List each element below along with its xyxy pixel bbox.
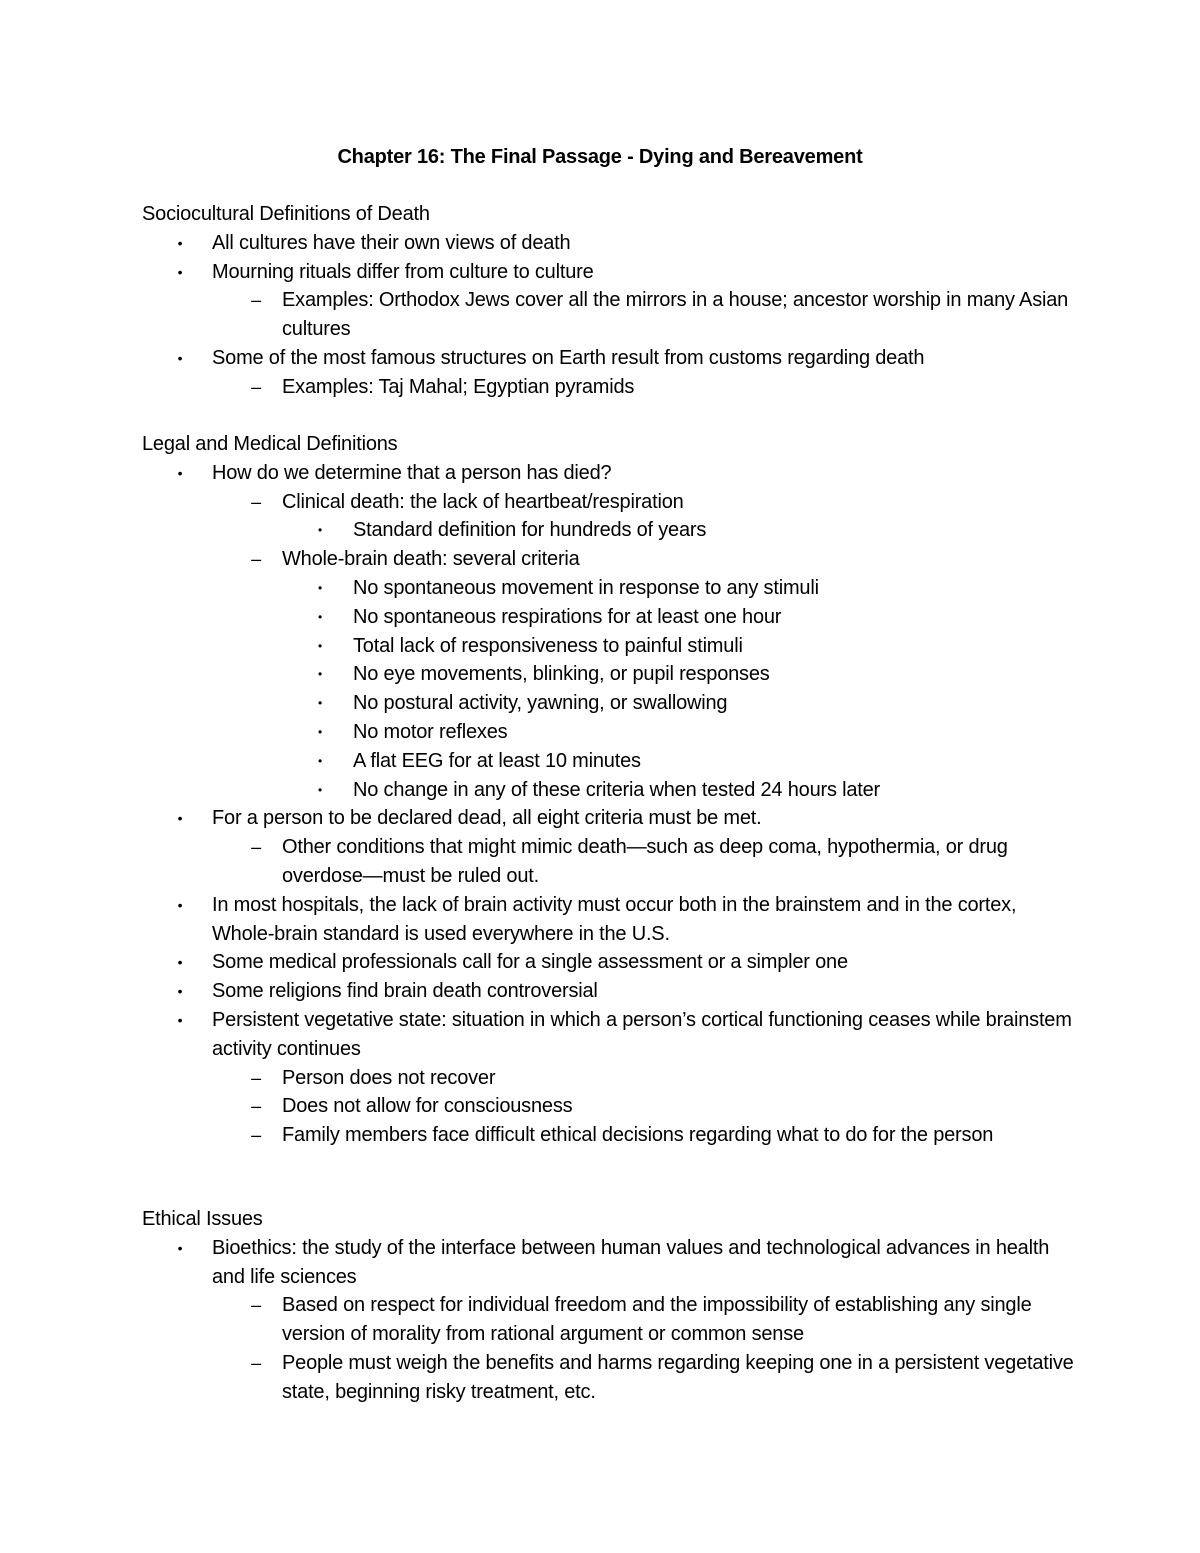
list-item-text: In most hospitals, the lack of brain activity must occur both in the brainstem and in the cortex, Whole-brain standard is used everywhere in the U.S.: [212, 893, 1017, 945]
list-item: [142, 516, 1082, 545]
bullet-marker: •: [177, 1239, 183, 1256]
list-item: [142, 689, 1082, 718]
bullet-marker: •: [317, 523, 322, 538]
list-item: [142, 373, 1082, 402]
list-item-text: Some of the most famous structures on Earth result from customs regarding death: [212, 346, 925, 369]
list-item: [142, 459, 1082, 488]
bullet-marker: •: [317, 667, 322, 682]
list-item: [142, 718, 1082, 747]
list-item: [142, 776, 1082, 805]
list-item: [142, 747, 1082, 776]
list-item: [142, 1349, 1082, 1407]
list-item-text: No spontaneous respirations for at least one hour: [353, 605, 782, 628]
section-heading: Sociocultural Definitions of Death: [142, 203, 430, 225]
list-item-text: No eye movements, blinking, or pupil responses: [353, 663, 770, 686]
list-item-text: Mourning rituals differ from culture to culture: [212, 260, 594, 283]
list-item-text: Some religions find brain death controversial: [212, 980, 598, 1003]
list-item-text: Does not allow for consciousness: [282, 1095, 573, 1118]
dash-marker: –: [251, 491, 261, 512]
list-item-text: No change in any of these criteria when tested 24 hours later: [353, 778, 881, 801]
bullet-marker: •: [177, 896, 183, 913]
bullet-marker: •: [177, 263, 183, 280]
list-item-text: Examples: Orthodox Jews cover all the mirrors in a house; ancestor worship in many Asian cultures: [282, 289, 1069, 341]
list-item: [142, 977, 1082, 1006]
list-item: [142, 229, 1082, 258]
section-heading: Legal and Medical Definitions: [142, 433, 398, 455]
bullet-marker: •: [317, 638, 322, 653]
list-item: [142, 603, 1082, 632]
list-item: [142, 660, 1082, 689]
bullet-marker: •: [177, 954, 183, 971]
dash-marker: –: [251, 1067, 261, 1088]
dash-marker: –: [251, 1096, 261, 1117]
bullet-marker: •: [317, 782, 322, 797]
list-item-text: All cultures have their own views of death: [212, 231, 571, 254]
list-item-text: Persistent vegetative state: situation in which a person’s cortical functioning ceases while brainstem activity continues: [212, 1008, 1072, 1060]
list-item-text: Examples: Taj Mahal; Egyptian pyramids: [282, 375, 635, 398]
list-item: [142, 488, 1082, 517]
list-item: [142, 833, 1082, 891]
section-heading: Ethical Issues: [142, 1208, 263, 1230]
list-item-text: No spontaneous movement in response to any stimuli: [353, 576, 819, 599]
bullet-marker: •: [177, 983, 183, 1000]
list-item: [142, 948, 1082, 977]
list-item-text: Standard definition for hundreds of years: [353, 519, 707, 542]
list-item-text: No postural activity, yawning, or swallowing: [353, 692, 728, 715]
list-item: [142, 891, 1082, 949]
bullet-marker: •: [177, 234, 183, 251]
list-item-text: Person does not recover: [282, 1066, 496, 1089]
bullet-marker: •: [177, 464, 183, 481]
list-item: [142, 1064, 1082, 1093]
list-item: [142, 1006, 1082, 1064]
list-item: [142, 545, 1082, 574]
list-item-text: How do we determine that a person has died?: [212, 461, 612, 484]
list-item: [142, 1121, 1082, 1150]
list-item-text: People must weigh the benefits and harms regarding keeping one in a persistent vegetative state, beginning risky treatment, etc.: [282, 1351, 1074, 1403]
dash-marker: –: [251, 290, 261, 311]
list-item: [142, 286, 1082, 344]
list-item: [142, 258, 1082, 287]
list-item: [142, 1092, 1082, 1121]
bullet-marker: •: [317, 753, 322, 768]
dash-marker: –: [251, 1295, 261, 1316]
dash-marker: –: [251, 837, 261, 858]
bullet-marker: •: [177, 810, 183, 827]
bullet-marker: •: [177, 349, 183, 366]
bullet-marker: •: [317, 580, 322, 595]
bullet-marker: •: [317, 696, 322, 711]
list-item-text: No motor reflexes: [353, 720, 508, 743]
section-sociocultural: [142, 200, 1082, 402]
list-item: [142, 632, 1082, 661]
list-item-text: Total lack of responsiveness to painful stimuli: [353, 634, 743, 657]
bullet-marker: •: [317, 609, 322, 624]
list-item-text: Bioethics: the study of the interface between human values and technological advances in health and life sciences: [212, 1236, 1050, 1288]
list-item-text: Some medical professionals call for a single assessment or a simpler one: [212, 951, 848, 974]
dash-marker: –: [251, 376, 261, 397]
list-item: [142, 804, 1082, 833]
page-title: Chapter 16: The Final Passage - Dying and Bereavement: [337, 146, 863, 168]
list-item-text: Based on respect for individual freedom and the impossibility of establishing any single version of morality from rational argument or common sense: [282, 1294, 1032, 1346]
list-item: [142, 574, 1082, 603]
dash-marker: –: [251, 1125, 261, 1146]
list-item-text: Other conditions that might mimic death—such as deep coma, hypothermia, or drug overdose—must be ruled out.: [282, 836, 1008, 887]
list-item-text: A flat EEG for at least 10 minutes: [353, 749, 641, 772]
section-legal-medical: [142, 430, 1082, 1150]
list-item: [142, 1234, 1082, 1292]
list-item-text: Whole-brain death: several criteria: [282, 548, 580, 571]
list-item-text: Clinical death: the lack of heartbeat/respiration: [282, 490, 684, 513]
bullet-marker: •: [177, 1011, 183, 1028]
dash-marker: –: [251, 1352, 261, 1373]
list-item-text: For a person to be declared dead, all eight criteria must be met.: [212, 807, 762, 830]
section-ethical-issues: [142, 1205, 1082, 1407]
dash-marker: –: [251, 549, 261, 570]
bullet-marker: •: [317, 724, 322, 739]
list-item: [142, 344, 1082, 373]
list-item: [142, 1291, 1082, 1349]
list-item-text: Family members face difficult ethical decisions regarding what to do for the person: [282, 1124, 994, 1147]
